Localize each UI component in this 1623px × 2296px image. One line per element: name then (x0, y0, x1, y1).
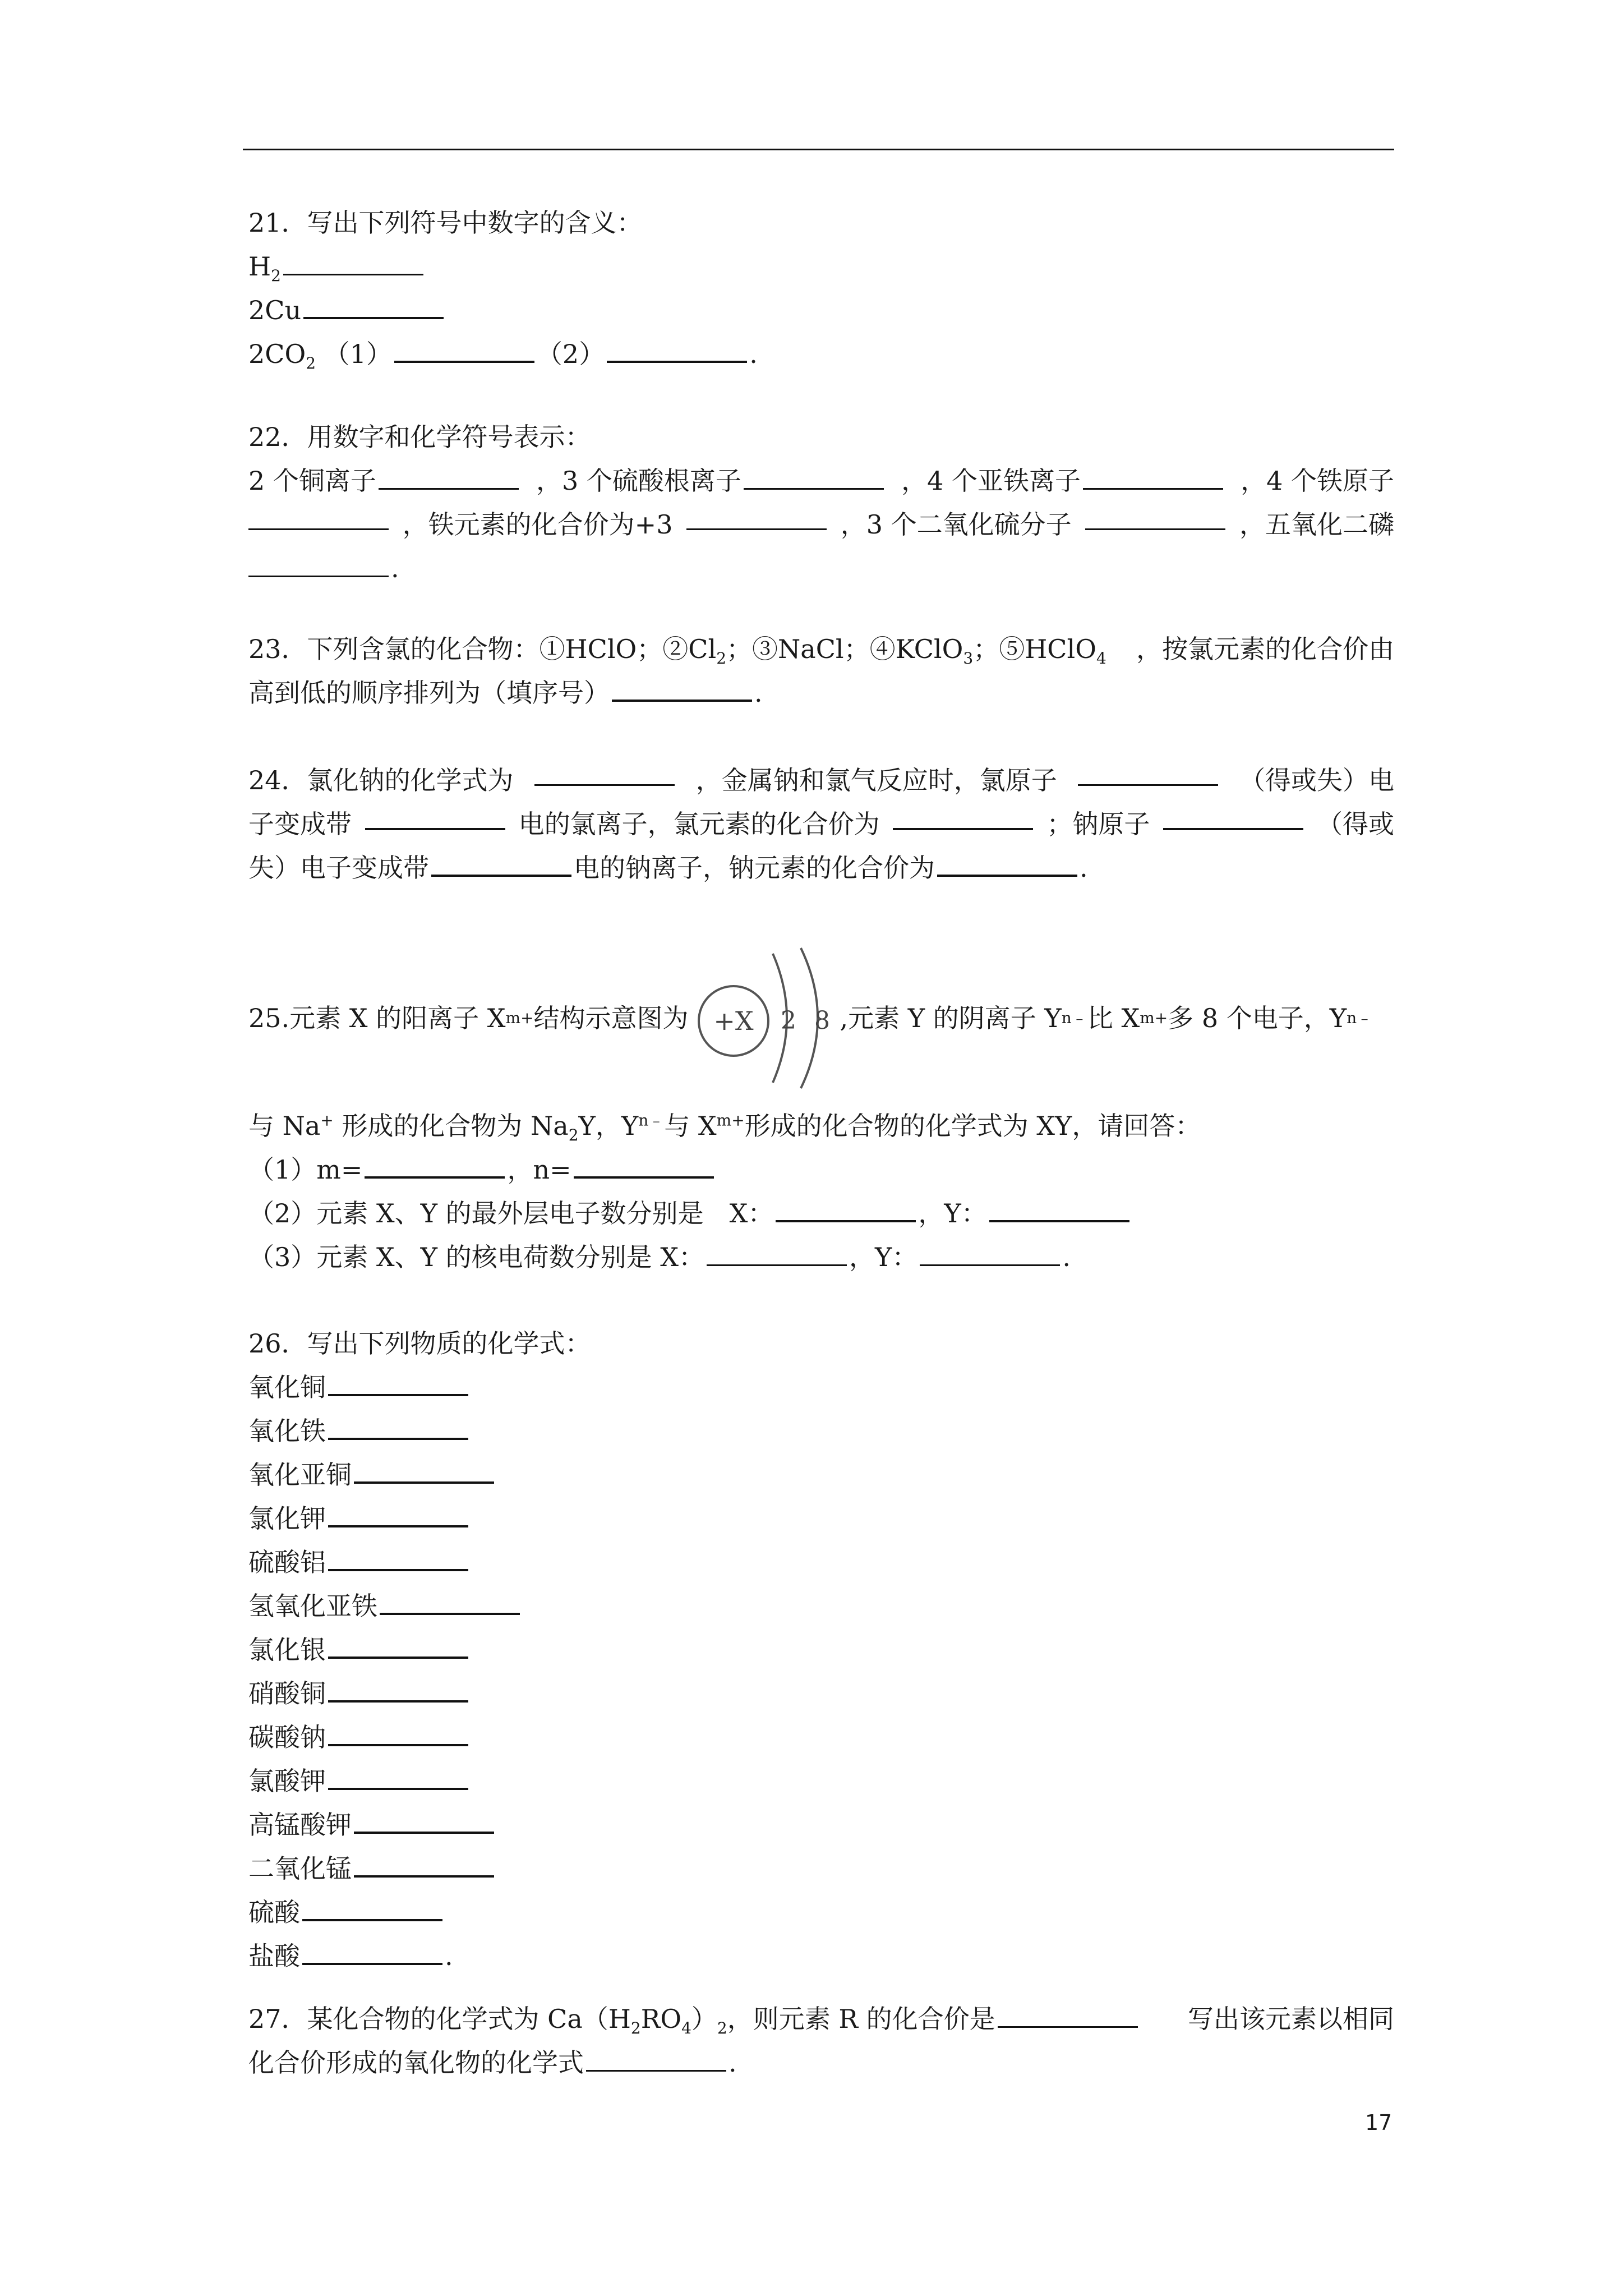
q21-title: 21．写出下列符号中数字的含义： (248, 208, 643, 238)
answer-blank[interactable] (612, 674, 752, 702)
answer-blank[interactable] (302, 1937, 442, 1965)
question-24 (248, 758, 1394, 890)
answer-blank[interactable] (328, 1718, 468, 1746)
q26-item (248, 1890, 1394, 1934)
shell-2-electrons: 8 (814, 1006, 830, 1035)
answer-blank[interactable] (283, 248, 423, 275)
answer-blank[interactable] (354, 1806, 494, 1834)
q26-item-label: 氧化亚铜 (248, 1460, 352, 1490)
q26-item-label: 氧化铜 (248, 1372, 326, 1402)
answer-blank[interactable] (328, 1368, 468, 1396)
answer-blank[interactable] (431, 849, 571, 877)
q24-line-1: 24．氯化钠的化学式为 ，金属钠和氯气反应时，氯原子 （得或失）电 (248, 758, 1394, 802)
q26-item-label: 高锰酸钾 (248, 1810, 352, 1840)
q26-item-label: 盐酸 (248, 1941, 300, 1971)
answer-blank[interactable] (248, 550, 389, 577)
q26-item-label: 氯化钾 (248, 1503, 326, 1534)
q26-item (248, 1759, 1394, 1803)
q22-line-1: 2 个铜离子 ，3 个硫酸根离子 ，4 个亚铁离子 ，4 个铁原子 (248, 459, 1394, 503)
answer-blank[interactable] (1078, 758, 1218, 786)
q26-item-label: 硫酸 (248, 1897, 300, 1927)
answer-blank[interactable] (707, 1239, 847, 1266)
q26-item (248, 1628, 1394, 1672)
nucleus-label: +X (713, 1006, 754, 1036)
answer-blank[interactable] (354, 1849, 494, 1878)
q21-cu-line (248, 288, 1394, 332)
q26-item (248, 1365, 1394, 1409)
answer-blank[interactable] (328, 1499, 468, 1527)
answer-blank[interactable] (937, 849, 1077, 877)
q26-item (248, 1409, 1394, 1453)
question-22 (248, 415, 1394, 590)
q26-item (248, 1803, 1394, 1847)
q25-line-1: 25.元素 X 的阳离子 X m+ 结构示意图为 +X 2 8 ,元素 Y 的阴离子 Y n﹣ 比 X m+ 多 8 个电子，Y n﹣ (248, 937, 1394, 1099)
q25-sub-2: （2）元素 X、Y 的最外层电子数分别是 X： ，Y： (248, 1191, 1394, 1235)
q25-sub-1: （1）m= ，n= (248, 1148, 1394, 1191)
q27-line-2: 化合价形成的氧化物的化学式 . (248, 2041, 1394, 2085)
answer-blank[interactable] (328, 1762, 468, 1790)
answer-blank[interactable] (380, 1587, 520, 1615)
q26-item (248, 1672, 1394, 1715)
q21-co2-line: $2CO_2$ （1） （2） . (248, 332, 1394, 376)
answer-blank[interactable] (1083, 462, 1223, 490)
q26-title: 26．写出下列物质的化学式： (248, 1328, 591, 1359)
answer-blank[interactable] (328, 1412, 468, 1440)
answer-blank[interactable] (248, 503, 389, 530)
q22-title: 22．用数字和化学符号表示： (248, 422, 591, 452)
answer-blank[interactable] (744, 462, 884, 490)
q21-h2: H (248, 251, 271, 282)
answer-blank[interactable] (328, 1543, 468, 1571)
q26-item (248, 1715, 1394, 1759)
answer-blank[interactable] (534, 758, 675, 786)
q21-cu: 2Cu (248, 295, 302, 325)
q26-item (248, 1584, 1394, 1628)
ion-structure-svg (689, 942, 840, 1094)
answer-blank[interactable] (328, 1674, 468, 1703)
q26-item (248, 1847, 1394, 1890)
answer-blank[interactable] (1085, 503, 1225, 530)
q26-item-label: 氧化铁 (248, 1416, 326, 1446)
q26-item-label: 二氧化锰 (248, 1853, 352, 1884)
q26-item (248, 1540, 1394, 1584)
q24-line-3: 失）电子变成带 电的钠离子，钠元素的化合价为 . (248, 846, 1394, 890)
q27-line-1: 27．某化合物的化学式为 $Ca(H_2RO_4)_2$，则元素 R 的化合价是 写出该元素以相同 (248, 1997, 1394, 2041)
answer-blank[interactable] (607, 335, 747, 363)
question-23 (248, 627, 1394, 715)
header-rule (243, 149, 1394, 150)
answer-blank[interactable] (920, 1239, 1060, 1266)
answer-blank[interactable] (574, 1151, 714, 1179)
question-21 (248, 201, 1394, 376)
q26-item (248, 1497, 1394, 1540)
q26-item-label: 硝酸铜 (248, 1678, 326, 1709)
answer-blank[interactable] (379, 462, 519, 490)
answer-blank[interactable] (328, 1631, 468, 1659)
ion-structure-diagram (689, 942, 840, 1094)
answer-blank[interactable] (686, 503, 827, 530)
answer-blank[interactable] (365, 1151, 505, 1179)
q22-line-2: ，铁元素的化合价为+3 ，3 个二氧化硫分子 ，五氧化二磷 (248, 503, 1394, 546)
q25-sub-3: （3）元素 X、Y 的核电荷数分别是 X： ，Y： . (248, 1235, 1394, 1279)
question-26 (248, 1322, 1394, 1978)
answer-blank[interactable] (303, 291, 444, 319)
q26-item-label: 氢氧化亚铁 (248, 1591, 377, 1621)
q26-item: 盐酸 . (248, 1934, 1394, 1978)
q26-item-label: 碳酸钠 (248, 1722, 326, 1752)
q23-line-1: 23．下列含氯的化合物：①HClO；$②Cl_2$；③NaCl；④KClO$_3$；⑤HClO$_4$ ，按氯元素的化合价由 (248, 634, 1394, 668)
answer-blank[interactable] (394, 335, 534, 363)
answer-blank[interactable] (776, 1194, 916, 1222)
q21-h2-line: $H_2$ (248, 245, 1394, 288)
q26-item-list (248, 1365, 1394, 1978)
answer-blank[interactable] (989, 1194, 1129, 1222)
q23-line-2: 高到低的顺序排列为（填序号） . (248, 671, 1394, 715)
answer-blank[interactable] (1163, 802, 1303, 830)
answer-blank[interactable] (893, 802, 1033, 830)
q22-line-3: . (248, 546, 1394, 590)
page-number: 17 (1365, 2110, 1393, 2135)
answer-blank[interactable] (365, 802, 505, 830)
q26-item-label: 氯酸钾 (248, 1766, 326, 1796)
question-27 (248, 1997, 1394, 2085)
q26-item-label: 氯化银 (248, 1635, 326, 1665)
question-25 (248, 937, 1394, 1279)
shell-1-electrons: 2 (780, 1006, 796, 1035)
q26-item (248, 1453, 1394, 1497)
answer-blank[interactable] (354, 1456, 494, 1484)
q26-item-label: 硫酸铝 (248, 1547, 326, 1577)
answer-blank[interactable] (302, 1893, 442, 1921)
q25-line-2: 与 Na+ 形成的化合物为 $Na_2Y$，$Y^{n﹣}$与 $X^{m+}$形成的化合物的化学式为 XY，请回答： (248, 1111, 1201, 1145)
answer-blank[interactable] (998, 2000, 1138, 2028)
answer-blank[interactable] (586, 2044, 726, 2072)
q24-line-2: 子变成带 电的氯离子，氯元素的化合价为 ；钠原子 （得或 (248, 802, 1394, 846)
